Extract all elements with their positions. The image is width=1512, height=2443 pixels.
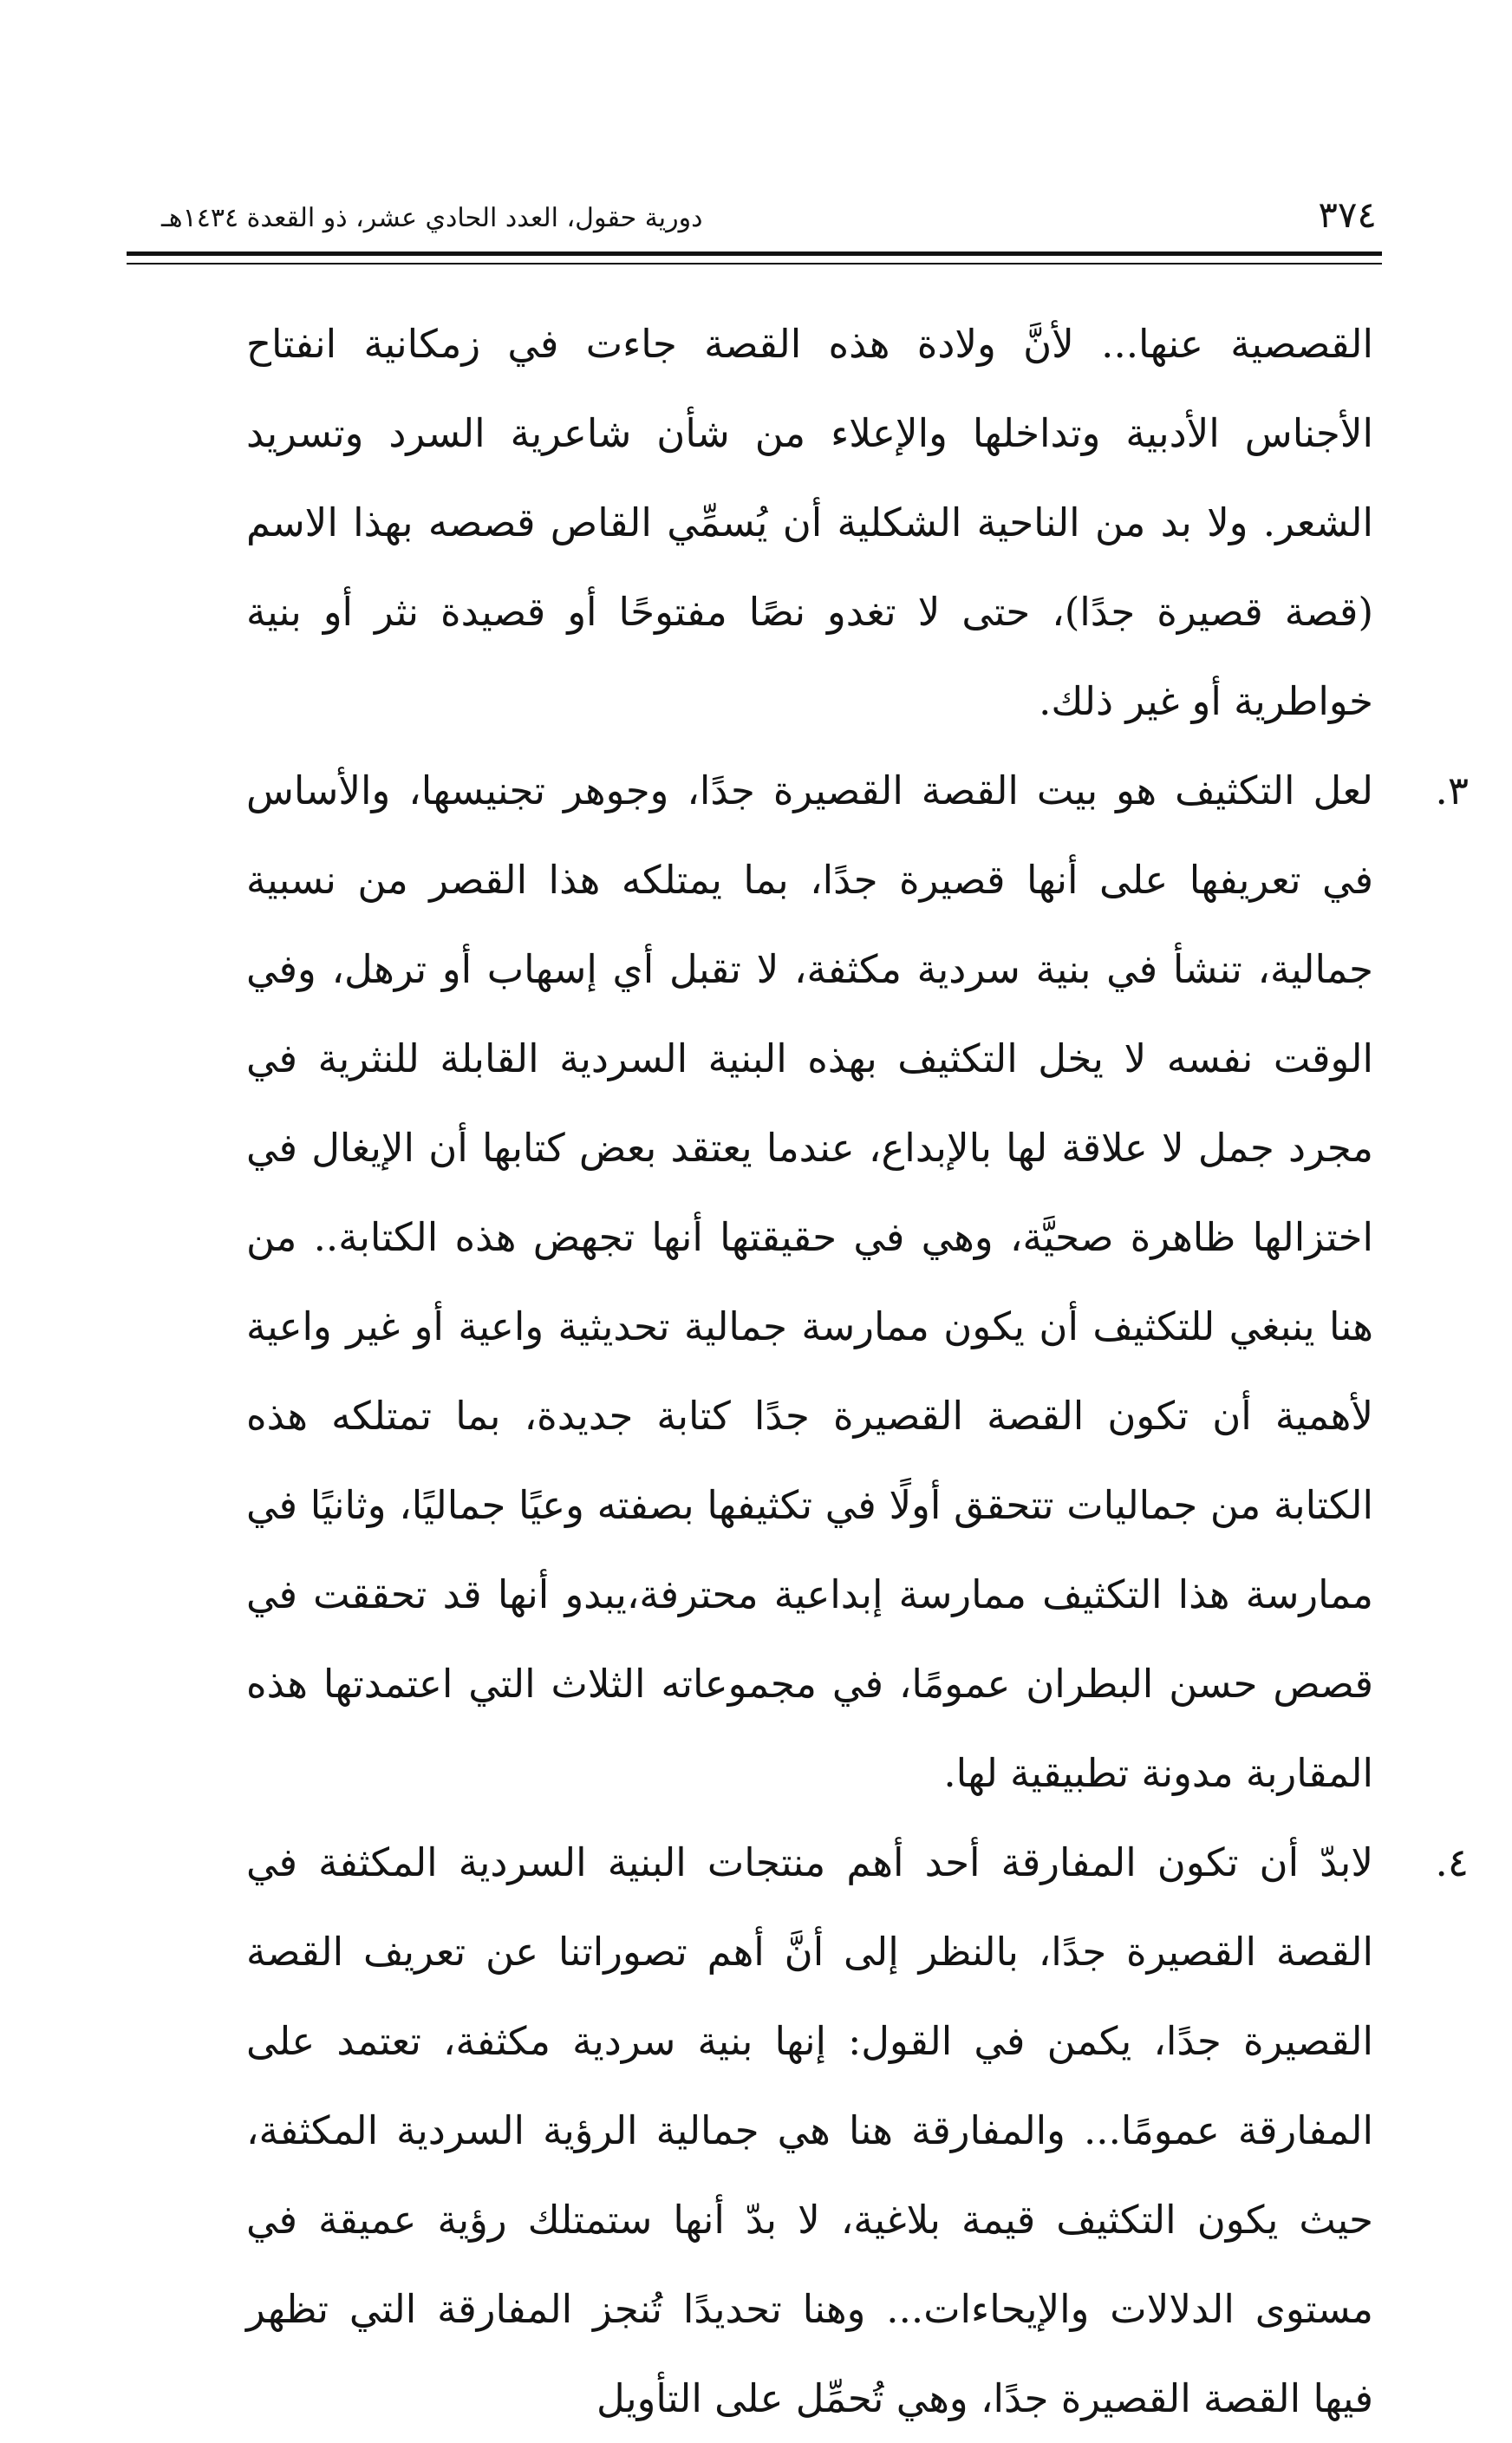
header-rule-thin bbox=[127, 263, 1382, 265]
page-number: ٣٧٤ bbox=[1318, 193, 1377, 236]
running-header bbox=[127, 193, 1382, 245]
list-item-text: لعل التكثيف هو بيت القصة القصيرة جدًا، وجوهر تجنيسها، والأساس في تعريفها على أنها قصيرة جدًا، بما يمتلكه هذا القصر من نسبية جمالية، تنشأ في بنية سردية مكثفة، لا تقبل أي إسهاب أو ترهل، وفي الوقت نفسه لا يخل التكثيف بهذه البنية السردية القابلة للنثرية في مجرد جمل لا علاقة لها بالإبداع، عندما يعتقد بعض كتابها أن الإيغال في اختزالها ظاهرة صحيَّة، وهي في حقيقتها أنها تجهض هذه الكتابة.. من هنا ينبغي للتكثيف أن يكون ممارسة جمالية تحديثية واعية أو غير واعية لأهمية أن تكون القصة القصيرة جدًا كتابة جديدة، بما تمتلكه هذه الكتابة من جماليات تتحقق أولًا في تكثيفها بصفته وعيًا جماليًا، وثانيًا في ممارسة هذا التكثيف ممارسة إبداعية محترفة،يبدو أنها قد تحققت في قصص حسن البطران عمومًا، في مجموعاته الثلاث التي اعتمدتها هذه المقاربة مدونة تطبيقية لها. bbox=[246, 768, 1373, 1796]
list-item bbox=[246, 746, 1469, 1818]
list-item-number: ٣. bbox=[1435, 768, 1469, 813]
intro-paragraph: القصصية عنها... لأنَّ ولادة هذه القصة جاءت في زمكانية انفتاح الأجناس الأدبية وتداخلها والإعلاء من شأن شاعرية السرد وتسريد الشعر. ولا بد من الناحية الشكلية أن يُسمِّي القاص قصصه بهذا الاسم (قصة قصيرة جدًا)، حتى لا تغدو نصًا مفتوحًا أو قصيدة نثر أو بنية خواطرية أو غير ذلك. bbox=[246, 321, 1373, 724]
list-item-text: لابدّ أن تكون المفارقة أحد أهم منتجات البنية السردية المكثفة في القصة القصيرة جدًا، بالنظر إلى أنَّ أهم تصوراتنا عن تعريف القصة القصيرة جدًا، يكمن في القول: إنها بنية سردية مكثفة، تعتمد على المفارقة عمومًا... والمفارقة هنا هي جمالية الرؤية السردية المكثفة، حيث يكون التكثيف قيمة بلاغية، لا بدّ أنها ستمتلك رؤية عميقة في مستوى الدلالات والإيحاءات... وهنا تحديدًا تُنجز المفارقة التي تظهر فيها القصة القصيرة جدًا، وهي تُحمِّل على التأويل bbox=[246, 1839, 1373, 2421]
body-text bbox=[246, 299, 1469, 2443]
header-rule-thick bbox=[127, 251, 1382, 256]
list-item-number: ٤. bbox=[1435, 1839, 1469, 1885]
list-item bbox=[246, 1818, 1469, 2443]
journal-title: دورية حقول، العدد الحادي عشر، ذو القعدة ١٤٣٤هـ bbox=[161, 203, 703, 233]
